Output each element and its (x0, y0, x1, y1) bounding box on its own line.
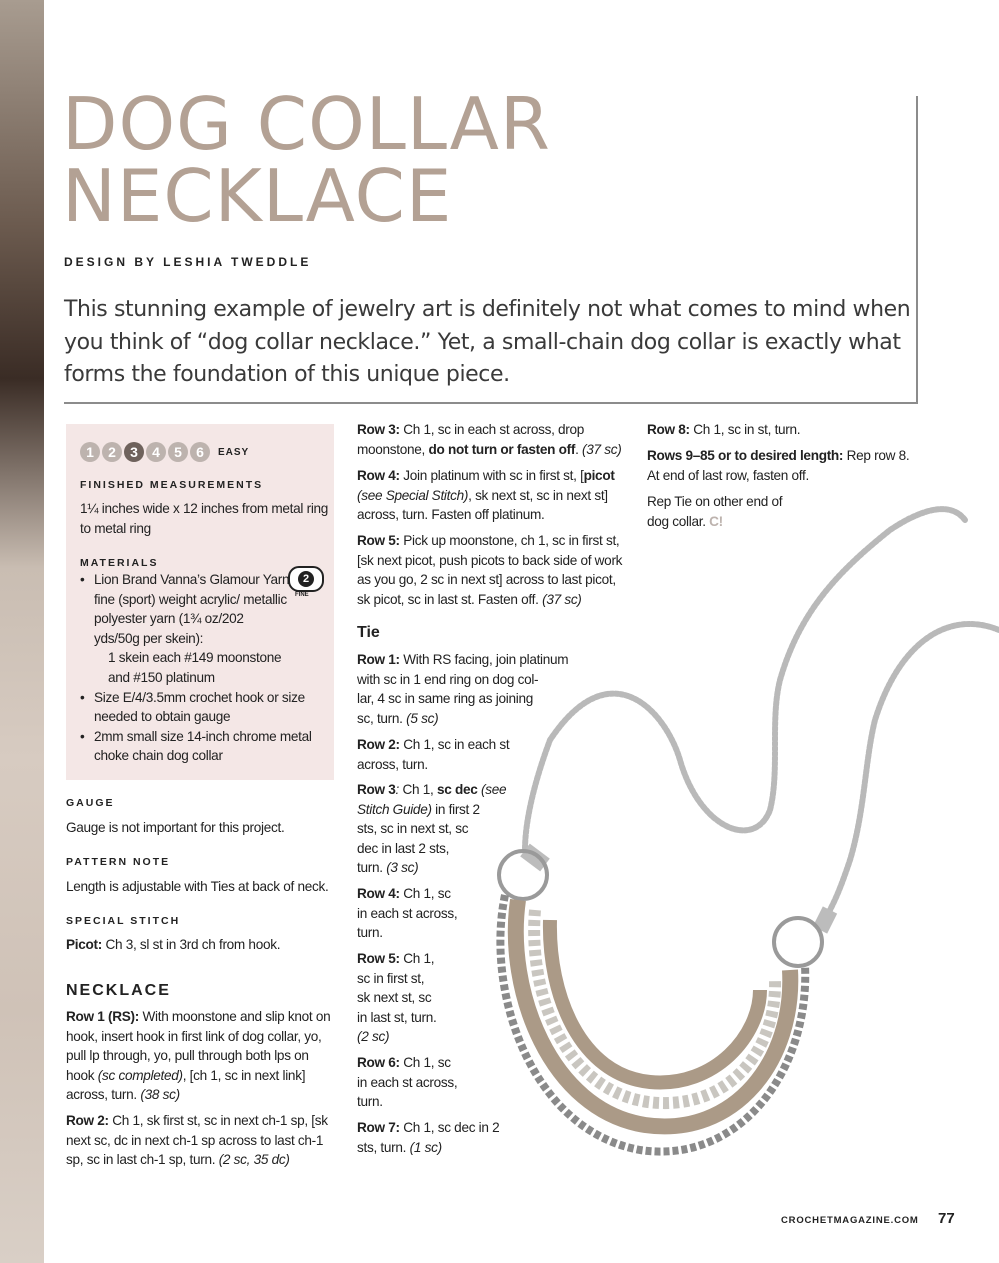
skill-level-1: 1 (80, 442, 100, 462)
necklace-row-2: Row 2: Ch 1, sk first st, sc in next ch-1 sp, [sk next sc, dc in next ch-1 sp across to last ch-1 sp, sc in last ch-1 sp, turn. (2 sc, 35 dc) (66, 1113, 328, 1168)
title-frame-bottom-rule (64, 402, 918, 404)
gauge-text: Gauge is not important for this project. (66, 820, 285, 835)
tie-row-4: Row 4: Ch 1, sc in each st across, turn. (357, 886, 458, 941)
page-title (62, 82, 551, 238)
materials-list (68, 570, 312, 766)
yarn-weight-icon (288, 566, 324, 592)
tie-row-5: Row 5: Ch 1, sc in first st, sk next st, sc in last st, turn. (2 sc) (357, 951, 437, 1045)
tie-row-3: Row 3: Ch 1, sc dec (see Stitch Guide) in first 2 sts, sc in next st, sc dec in last 2 sts, turn. (3 sc) (357, 782, 507, 876)
finished-measurements-heading: FINISHED MEASUREMENTS (80, 479, 264, 491)
footer-website: CROCHETMAGAZINE.COM (781, 1215, 919, 1226)
title-line-1: DOG COLLAR (62, 82, 551, 166)
end-of-pattern-mark: C! (709, 513, 723, 529)
necklace-row-3: Row 3: Ch 1, sc in each st across, drop moonstone, do not turn or fasten off. (37 sc) (357, 422, 622, 457)
necklace-row-4: Row 4: Join platinum with sc in first st, [picot (see Special Stitch), sk next st, sc in next st] across, turn. Fasten off platinum. (357, 468, 615, 523)
materials-item-yarn-colors: 1 skein each #149 moonstone and #150 platinum (108, 650, 282, 685)
model-photo-strip (0, 0, 44, 1263)
skill-level-6: 6 (190, 442, 210, 462)
necklace-row-5: Row 5: Pick up moonstone, ch 1, sc in first st, [sk next picot, push picots to back side of work as you go, 2 sc in next st] across to last picot, sk picot, sc in last st. Fasten off. (37 sc) (357, 533, 623, 607)
special-stitch-heading: SPECIAL STITCH (66, 915, 181, 927)
info-sidebar (66, 424, 334, 780)
intro-paragraph: This stunning example of jewelry art is definitely not what comes to mind when you think of “dog collar necklace.” Yet, a small-chain dog collar is exactly what forms the foundation of this unique piece. (64, 297, 911, 387)
yarn-weight-number: 2 (298, 571, 314, 587)
gauge-heading: GAUGE (66, 797, 115, 809)
tie-rows-9-85: Rows 9–85 or to desired length: Rep row 8. At end of last row, fasten off. (647, 448, 910, 483)
skill-level-3-active: 3 (124, 442, 144, 462)
finished-measurements-text: 1¼ inches wide x 12 inches from metal ring to metal ring (80, 501, 329, 536)
designer-byline: DESIGN BY LESHIA TWEDDLE (64, 255, 312, 269)
materials-item-hook: • Size E/4/3.5mm crochet hook or size needed to obtain gauge (80, 688, 332, 727)
necklace-photo (480, 490, 999, 1180)
special-stitch-text: Picot: Ch 3, sl st in 3rd ch from hook. (66, 937, 281, 952)
page-number: 77 (938, 1210, 955, 1227)
yarn-weight-label: FINE (295, 592, 309, 598)
tie-row-6: Row 6: Ch 1, sc in each st across, turn. (357, 1055, 458, 1110)
materials-item-yarn: • Lion Brand Vanna’s Glamour Yarn fine (sport) weight acrylic/ metallic polyester yarn (1¾ oz/202 yds/50g per skein): 1 skein each #149 moonstone and #150 platinum (80, 570, 290, 688)
title-frame-right-rule (916, 96, 918, 403)
tie-row-1: Row 1: With RS facing, join platinum with sc in 1 end ring on dog col- lar, 4 sc in same ring as joining sc, turn. (5 sc) (357, 652, 569, 726)
necklace-heading: NECKLACE (66, 982, 171, 999)
tie-repeat-note: Rep Tie on other end of dog collar. C! (647, 494, 783, 529)
tie-row-7: Row 7: Ch 1, sc dec in 2 sts, turn. (1 sc) (357, 1120, 500, 1155)
necklace-row-1: Row 1 (RS): With moonstone and slip knot on hook, insert hook in first link of dog collar, yo, pull lp through, yo, pull through both lps on hook (sc completed), [ch 1, sc in next link] across, turn. (38 sc) (66, 1009, 331, 1103)
tie-row-2: Row 2: Ch 1, sc in each st across, turn. (357, 737, 510, 772)
skill-level-2: 2 (102, 442, 122, 462)
materials-item-collar: • 2mm small size 14-inch chrome metal choke chain dog collar (80, 727, 332, 766)
pattern-note-text: Length is adjustable with Ties at back of neck. (66, 879, 329, 894)
pattern-note-heading: PATTERN NOTE (66, 856, 171, 868)
materials-heading: MATERIALS (80, 557, 159, 569)
tie-row-8: Row 8: Ch 1, sc in st, turn. (647, 422, 801, 437)
skill-level-label: EASY (218, 446, 250, 458)
skill-level-4: 4 (146, 442, 166, 462)
skill-level-5: 5 (168, 442, 188, 462)
title-line-2: NECKLACE (62, 154, 453, 238)
skill-level-indicator (80, 442, 249, 462)
tie-heading: Tie (357, 624, 380, 641)
